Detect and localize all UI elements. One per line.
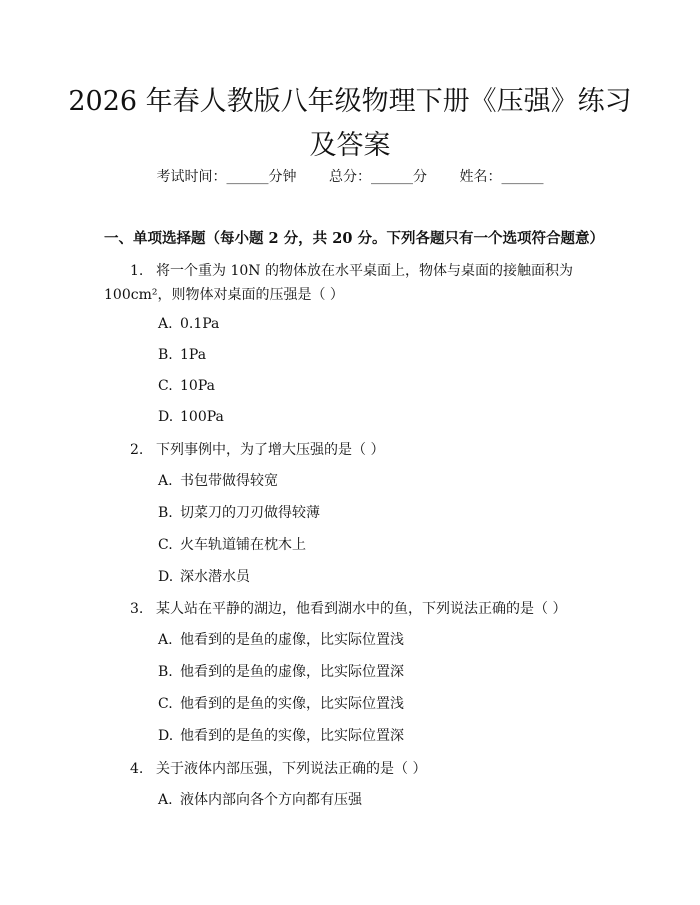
option-letter: C. xyxy=(158,696,173,712)
question-number: 2. xyxy=(130,442,144,458)
question-number: 4. xyxy=(130,761,144,777)
option-text: 火车轨道铺在枕木上 xyxy=(180,537,306,553)
question-1-option-b xyxy=(158,344,206,366)
question-text: 某人站在平静的湖边，他看到湖水中的鱼，下列说法正确的是（ ） xyxy=(156,601,567,617)
option-letter: D. xyxy=(158,569,174,585)
option-letter: A. xyxy=(158,792,173,808)
option-text: 0.1Pa xyxy=(180,316,220,332)
question-number: 1. xyxy=(130,263,144,279)
question-1-option-a xyxy=(158,313,219,335)
question-3-option-d xyxy=(158,725,404,747)
question-1 xyxy=(104,259,604,307)
option-letter: B. xyxy=(158,505,173,521)
total-score-field: 总分：______分 xyxy=(329,169,427,185)
question-2-option-d xyxy=(158,566,250,588)
question-3-option-b xyxy=(158,661,404,683)
question-text: 下列事例中，为了增大压强的是（ ） xyxy=(156,442,385,458)
question-3-option-c xyxy=(158,693,404,715)
exam-meta xyxy=(0,166,700,188)
option-text: 切菜刀的刀刃做得较薄 xyxy=(180,505,320,521)
option-text: 液体内部向各个方向都有压强 xyxy=(180,792,362,808)
question-4-option-a xyxy=(158,789,362,811)
option-letter: B. xyxy=(158,347,173,363)
option-letter: D. xyxy=(158,728,174,744)
question-2-option-b xyxy=(158,502,320,524)
question-number: 3. xyxy=(130,601,144,617)
question-3-option-a xyxy=(158,629,404,651)
question-1-option-d xyxy=(158,406,224,428)
option-text: 100Pa xyxy=(180,409,224,425)
question-2 xyxy=(104,438,604,462)
option-text: 深水潜水员 xyxy=(180,569,250,585)
section-heading-single-choice: 一、单项选择题（每小题 2 分，共 20 分。下列各题只有一个选项符合题意） xyxy=(104,230,604,247)
question-text: 关于液体内部压强，下列说法正确的是（ ） xyxy=(156,761,427,777)
option-text: 1Pa xyxy=(180,347,207,363)
question-2-option-c xyxy=(158,534,306,556)
name-field: 姓名：______ xyxy=(459,169,544,185)
option-letter: A. xyxy=(158,473,173,489)
question-1-option-c xyxy=(158,375,215,397)
option-text: 他看到的是鱼的实像，比实际位置深 xyxy=(180,728,404,744)
question-3 xyxy=(104,597,604,621)
document-title: 2026 年春人教版八年级物理下册《压强》练习及答案 xyxy=(68,86,632,161)
question-text: 将一个重为 10N 的物体放在水平桌面上，物体与桌面的接触面积为 100cm²，则物体对桌面的压强是（ ） xyxy=(104,263,573,303)
option-letter: C. xyxy=(158,537,173,553)
option-letter: D. xyxy=(158,409,174,425)
option-letter: A. xyxy=(158,632,173,648)
option-letter: C. xyxy=(158,378,173,394)
option-text: 他看到的是鱼的虚像，比实际位置深 xyxy=(180,664,404,680)
question-4 xyxy=(104,757,604,781)
option-text: 10Pa xyxy=(180,378,215,394)
option-text: 书包带做得较宽 xyxy=(180,473,278,489)
question-2-option-a xyxy=(158,470,278,492)
option-text: 他看到的是鱼的虚像，比实际位置浅 xyxy=(180,632,404,648)
option-text: 他看到的是鱼的实像，比实际位置浅 xyxy=(180,696,404,712)
option-letter: A. xyxy=(158,316,173,332)
exam-time-field: 考试时间：______分钟 xyxy=(156,169,297,185)
option-letter: B. xyxy=(158,664,173,680)
